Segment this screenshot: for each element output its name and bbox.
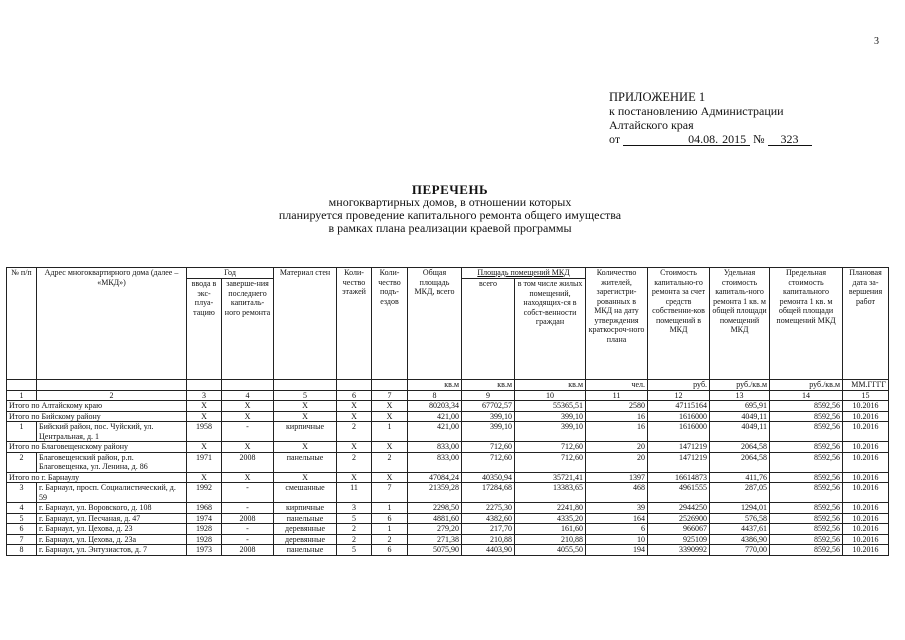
table-cell: 1971 xyxy=(187,452,222,472)
unit-cell: кв.м xyxy=(408,380,462,391)
unit-cell: руб. xyxy=(648,380,710,391)
table-cell: панельные xyxy=(274,513,337,524)
table-cell: X xyxy=(372,472,408,483)
table-cell: 1973 xyxy=(187,545,222,556)
subtotal-row xyxy=(7,442,889,453)
table-cell: 2008 xyxy=(222,452,274,472)
table-cell: 966067 xyxy=(648,524,710,535)
table-cell: 3 xyxy=(337,503,372,514)
header-num: № п/п xyxy=(7,268,37,380)
appendix-year: 2015 xyxy=(718,133,750,146)
table-cell: 21359,28 xyxy=(408,483,462,503)
page-number: 3 xyxy=(874,36,879,47)
address-cell: г. Барнаул, ул. Цехова, д. 23а xyxy=(37,534,187,545)
unit-cell: чел. xyxy=(586,380,648,391)
table-cell: 16 xyxy=(586,411,648,422)
table-cell: 2008 xyxy=(222,545,274,556)
subtotal-label: Итого по г. Барнаулу xyxy=(7,472,187,483)
table-cell: 1397 xyxy=(586,472,648,483)
table-cell: 10.2016 xyxy=(843,483,889,503)
table-cell: 1471219 xyxy=(648,442,710,453)
table-cell: 20 xyxy=(586,442,648,453)
table-cell: X xyxy=(372,401,408,412)
unit-cell: кв.м xyxy=(515,380,586,391)
table-cell: 3390992 xyxy=(648,545,710,556)
table-cell: - xyxy=(222,483,274,503)
table-cell: 1992 xyxy=(187,483,222,503)
table-cell: 10.2016 xyxy=(843,513,889,524)
address-cell: г. Барнаул, ул. Воровского, д. 108 xyxy=(37,503,187,514)
table-cell: 4382,60 xyxy=(462,513,515,524)
table-cell: X xyxy=(337,401,372,412)
header-planned-date: Плановая дата за-вершения работ xyxy=(843,268,889,380)
table-cell: 8592,56 xyxy=(770,411,843,422)
table-body xyxy=(7,380,889,556)
table-cell: X xyxy=(222,401,274,412)
appendix-line2: к постановлению Администрации xyxy=(609,104,784,118)
table-cell: X xyxy=(337,411,372,422)
table-cell: 164 xyxy=(586,513,648,524)
column-number-cell: 7 xyxy=(372,390,408,401)
table-cell: 2 xyxy=(372,534,408,545)
table-cell: 5 xyxy=(337,513,372,524)
table-cell: 8592,56 xyxy=(770,422,843,442)
houses-table xyxy=(6,267,889,556)
table-cell: 1471219 xyxy=(648,452,710,472)
table-cell: 695,91 xyxy=(710,401,770,412)
table-cell: 10.2016 xyxy=(843,422,889,442)
table-cell: 2064,58 xyxy=(710,452,770,472)
table-cell: 5075,90 xyxy=(408,545,462,556)
table-cell: 8592,56 xyxy=(770,401,843,412)
table-row xyxy=(7,534,889,545)
table-cell: 1616000 xyxy=(648,411,710,422)
table-cell: - xyxy=(222,422,274,442)
table-cell: X xyxy=(187,411,222,422)
heading-line4: в рамках плана реализации краевой программы xyxy=(328,221,572,235)
table-cell: 770,00 xyxy=(710,545,770,556)
subtotal-row xyxy=(7,472,889,483)
address-cell: г. Барнаул, ул. Энтузиастов, д. 7 xyxy=(37,545,187,556)
column-number-cell: 13 xyxy=(710,390,770,401)
table-cell: 10.2016 xyxy=(843,534,889,545)
unit-cell: ММ.ГГГГ xyxy=(843,380,889,391)
table-cell: 47084,24 xyxy=(408,472,462,483)
column-number-cell: 1 xyxy=(7,390,37,401)
table-cell: 411,76 xyxy=(710,472,770,483)
table-cell: 17284,68 xyxy=(462,483,515,503)
table-cell: X xyxy=(274,442,337,453)
table-cell: X xyxy=(222,442,274,453)
table-cell: 4386,90 xyxy=(710,534,770,545)
table-cell: 13383,65 xyxy=(515,483,586,503)
column-number-cell: 12 xyxy=(648,390,710,401)
table-cell: X xyxy=(274,401,337,412)
table-cell: 468 xyxy=(586,483,648,503)
table-cell: 2526900 xyxy=(648,513,710,524)
table-row xyxy=(7,503,889,514)
table-cell: 6 xyxy=(372,545,408,556)
table-cell: 2298,50 xyxy=(408,503,462,514)
header-premises-residents: в том числе жилых помещений, находящих-ся в собст-венности граждан xyxy=(515,279,586,380)
table-cell: 1928 xyxy=(187,524,222,535)
table-cell: X xyxy=(187,442,222,453)
row-number: 5 xyxy=(7,513,37,524)
appendix-number: 323 xyxy=(768,133,812,146)
table-cell: 10.2016 xyxy=(843,524,889,535)
table-cell: 7 xyxy=(372,483,408,503)
table-cell: 833,00 xyxy=(408,442,462,453)
appendix-date: 04.08. xyxy=(623,133,718,146)
table-row xyxy=(7,452,889,472)
header-address: Адрес многоквартирного дома (далее – «МКД») xyxy=(37,268,187,380)
table-cell: 80203,34 xyxy=(408,401,462,412)
table-cell: 399,10 xyxy=(515,411,586,422)
header-premises-total: всего xyxy=(462,279,515,380)
table-cell: 1928 xyxy=(187,534,222,545)
column-number-cell: 2 xyxy=(37,390,187,401)
column-number-cell: 5 xyxy=(274,390,337,401)
column-number-cell: 6 xyxy=(337,390,372,401)
address-cell: Благовещенский район, р.п. Благовещенка, ул. Ленина, д. 86 xyxy=(37,452,187,472)
table-cell: 11 xyxy=(337,483,372,503)
table-cell: 161,60 xyxy=(515,524,586,535)
column-number-cell: 4 xyxy=(222,390,274,401)
column-number-cell: 11 xyxy=(586,390,648,401)
appendix-block xyxy=(609,90,812,146)
table-cell: 833,00 xyxy=(408,452,462,472)
table-cell: 2 xyxy=(337,524,372,535)
table-cell: 399,10 xyxy=(462,411,515,422)
unit-cell: руб./кв.м xyxy=(770,380,843,391)
heading-line2: многоквартирных домов, в отношении которых xyxy=(328,195,572,209)
table-cell: панельные xyxy=(274,452,337,472)
table-cell: 4049,11 xyxy=(710,422,770,442)
table-cell: 4403,90 xyxy=(462,545,515,556)
appendix-date-line xyxy=(609,132,812,146)
header-residents: Количество жителей, зарегистри-рованных в МКД на дату утверждения краткосроч-ного плана xyxy=(586,268,648,380)
table-cell: 2 xyxy=(372,452,408,472)
document-heading xyxy=(230,183,670,235)
table-cell: X xyxy=(372,411,408,422)
table-row xyxy=(7,483,889,503)
table-cell: 8592,56 xyxy=(770,483,843,503)
table-cell: 67702,57 xyxy=(462,401,515,412)
header-entrances: Коли-чество подъ-ездов xyxy=(372,268,408,380)
table-cell: 712,60 xyxy=(462,452,515,472)
table-cell: 8592,56 xyxy=(770,524,843,535)
table-cell: 399,10 xyxy=(462,422,515,442)
table-cell: 1 xyxy=(372,422,408,442)
table-cell: 40350,94 xyxy=(462,472,515,483)
row-number: 4 xyxy=(7,503,37,514)
table-cell: X xyxy=(274,411,337,422)
table-cell: X xyxy=(187,401,222,412)
subtotal-label: Итого по Алтайскому краю xyxy=(7,401,187,412)
table-cell: 2241,80 xyxy=(515,503,586,514)
table-cell: - xyxy=(222,534,274,545)
column-number-cell: 3 xyxy=(187,390,222,401)
table-cell: 2580 xyxy=(586,401,648,412)
row-number: 3 xyxy=(7,483,37,503)
table-cell: 712,60 xyxy=(515,452,586,472)
table-cell: 217,70 xyxy=(462,524,515,535)
header-total-area: Общая площадь МКД, всего xyxy=(408,268,462,380)
table-cell: 4961555 xyxy=(648,483,710,503)
table-cell: панельные xyxy=(274,545,337,556)
subtotal-label: Итого по Бийскому району xyxy=(7,411,187,422)
address-cell: г. Барнаул, просп. Социалистический, д. 59 xyxy=(37,483,187,503)
table-cell: 925109 xyxy=(648,534,710,545)
table-cell: 287,05 xyxy=(710,483,770,503)
table-cell: 1 xyxy=(372,524,408,535)
table-cell: 210,88 xyxy=(462,534,515,545)
table-cell: смешанные xyxy=(274,483,337,503)
column-number-cell: 10 xyxy=(515,390,586,401)
column-number-cell: 15 xyxy=(843,390,889,401)
table-cell: 10.2016 xyxy=(843,401,889,412)
table-cell: 2944250 xyxy=(648,503,710,514)
heading-line3: планируется проведение капитального ремонта общего имущества xyxy=(278,208,622,222)
table-row xyxy=(7,513,889,524)
heading-title: ПЕРЕЧЕНЬ xyxy=(411,182,489,197)
table-cell: деревянные xyxy=(274,534,337,545)
unit-cell: кв.м xyxy=(462,380,515,391)
unit-cell: руб./кв.м xyxy=(710,380,770,391)
table-cell: X xyxy=(187,472,222,483)
table-cell: - xyxy=(222,524,274,535)
table-cell: 16614873 xyxy=(648,472,710,483)
table-cell: 2 xyxy=(337,452,372,472)
header-year-commission: ввода в экс-плуа-тацию xyxy=(187,279,222,380)
header-year-last-repair: заверше-ния последнего капиталь-ного ремонта xyxy=(222,279,274,380)
header-limit-cost: Предельная стоимость капитального ремонта 1 кв. м общей площади помещений МКД xyxy=(770,268,843,380)
table-cell: 1616000 xyxy=(648,422,710,442)
header-wall: Материал стен xyxy=(274,268,337,380)
units-row xyxy=(7,380,889,391)
table-cell: 1294,01 xyxy=(710,503,770,514)
table-cell: 10.2016 xyxy=(843,545,889,556)
table-cell: 4055,50 xyxy=(515,545,586,556)
subtotal-row xyxy=(7,401,889,412)
table-cell: 16 xyxy=(586,422,648,442)
table-cell: 194 xyxy=(586,545,648,556)
header-floors: Коли-чество этажей xyxy=(337,268,372,380)
table-cell: 4437,61 xyxy=(710,524,770,535)
table-cell: 2 xyxy=(337,422,372,442)
table-cell: 576,58 xyxy=(710,513,770,524)
table-cell: деревянные xyxy=(274,524,337,535)
appendix-title: ПРИЛОЖЕНИЕ 1 xyxy=(609,90,706,104)
table-cell: 271,38 xyxy=(408,534,462,545)
row-number: 7 xyxy=(7,534,37,545)
subtotal-row xyxy=(7,411,889,422)
table-cell: 2 xyxy=(337,534,372,545)
table-header xyxy=(7,268,889,380)
table-cell: 421,00 xyxy=(408,411,462,422)
table-cell: X xyxy=(222,472,274,483)
table-cell: 8592,56 xyxy=(770,442,843,453)
table-cell: 6 xyxy=(372,513,408,524)
appendix-number-label: № xyxy=(753,132,765,146)
appendix-line3: Алтайского края xyxy=(609,118,694,132)
row-number: 6 xyxy=(7,524,37,535)
table-cell: 4881,60 xyxy=(408,513,462,524)
column-numbers-row xyxy=(7,390,889,401)
table-cell: 10.2016 xyxy=(843,452,889,472)
table-cell: 210,88 xyxy=(515,534,586,545)
table-cell: 2008 xyxy=(222,513,274,524)
table-cell: 712,60 xyxy=(515,442,586,453)
row-number: 1 xyxy=(7,422,37,442)
header-premises-area: Площадь помещений МКД xyxy=(462,268,586,279)
table-cell: 279,20 xyxy=(408,524,462,535)
table-cell: X xyxy=(222,411,274,422)
table-cell: 399,10 xyxy=(515,422,586,442)
table-cell: кирпичные xyxy=(274,503,337,514)
table-cell: - xyxy=(222,503,274,514)
table-cell: 10.2016 xyxy=(843,411,889,422)
table-cell: 421,00 xyxy=(408,422,462,442)
table-cell: 39 xyxy=(586,503,648,514)
table-cell: 8592,56 xyxy=(770,545,843,556)
subtotal-label: Итого по Благовещенскому району xyxy=(7,442,187,453)
column-number-cell: 9 xyxy=(462,390,515,401)
row-number: 8 xyxy=(7,545,37,556)
table-cell: 8592,56 xyxy=(770,452,843,472)
table-cell: X xyxy=(372,442,408,453)
header-cost: Стоимость капитально-го ремонта за счет средств собственни-ков помещений в МКД xyxy=(648,268,710,380)
table-cell: 8592,56 xyxy=(770,472,843,483)
table-cell: 8592,56 xyxy=(770,503,843,514)
table-cell: X xyxy=(337,442,372,453)
table-cell: 10 xyxy=(586,534,648,545)
header-unit-cost: Удельная стоимость капиталь-ного ремонта 1 кв. м общей площади помещений МКД xyxy=(710,268,770,380)
table-cell: 4049,11 xyxy=(710,411,770,422)
table-row xyxy=(7,545,889,556)
table-cell: 1968 xyxy=(187,503,222,514)
table-cell: 2064,58 xyxy=(710,442,770,453)
address-cell: Бийский район, пос. Чуйский, ул. Центральная, д. 1 xyxy=(37,422,187,442)
header-year: Год xyxy=(187,268,274,279)
table-cell: 1 xyxy=(372,503,408,514)
address-cell: г. Барнаул, ул. Песчаная, д. 47 xyxy=(37,513,187,524)
table-cell: 1958 xyxy=(187,422,222,442)
table-cell: 1974 xyxy=(187,513,222,524)
table-cell: 55365,51 xyxy=(515,401,586,412)
table-row xyxy=(7,422,889,442)
table-cell: 8592,56 xyxy=(770,534,843,545)
column-number-cell: 8 xyxy=(408,390,462,401)
appendix-from-label: от xyxy=(609,132,621,146)
table-cell: 2275,30 xyxy=(462,503,515,514)
table-cell: 10.2016 xyxy=(843,442,889,453)
table-cell: 4335,20 xyxy=(515,513,586,524)
table-cell: 47115164 xyxy=(648,401,710,412)
table-cell: 5 xyxy=(337,545,372,556)
column-number-cell: 14 xyxy=(770,390,843,401)
table-cell: 20 xyxy=(586,452,648,472)
table-cell: X xyxy=(337,472,372,483)
table-cell: кирпичные xyxy=(274,422,337,442)
table-cell: 10.2016 xyxy=(843,503,889,514)
row-number: 2 xyxy=(7,452,37,472)
table-row xyxy=(7,524,889,535)
table-cell: X xyxy=(274,472,337,483)
table-cell: 6 xyxy=(586,524,648,535)
table-cell: 10.2016 xyxy=(843,472,889,483)
table-cell: 8592,56 xyxy=(770,513,843,524)
table-cell: 712,60 xyxy=(462,442,515,453)
table-cell: 35721,41 xyxy=(515,472,586,483)
address-cell: г. Барнаул, ул. Цехова, д. 23 xyxy=(37,524,187,535)
